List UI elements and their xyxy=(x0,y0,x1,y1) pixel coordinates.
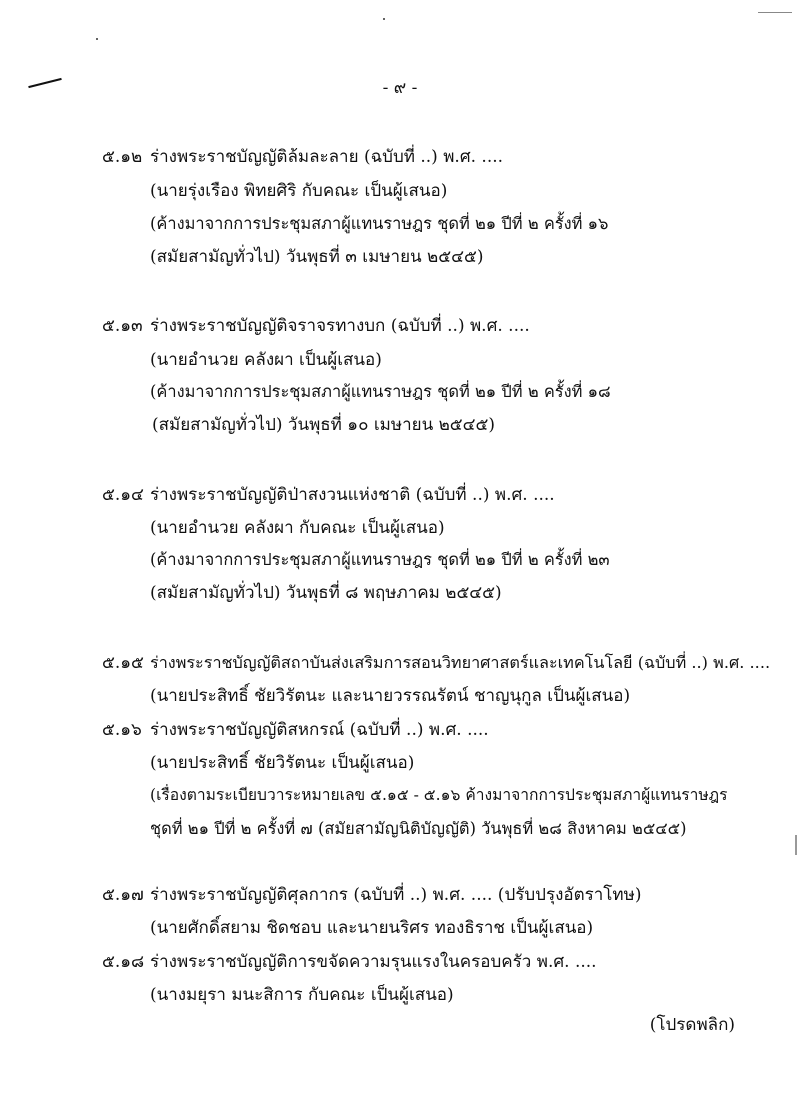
please-turn-over-note: (โปรดพลิก) xyxy=(649,1015,735,1035)
item-title: ร่างพระราชบัญญัติล้มละลาย (ฉบับที่ ..) พ.ศ. .... xyxy=(150,147,504,167)
scan-mark xyxy=(795,835,797,855)
item-title: ร่างพระราชบัญญัติศุลกากร (ฉบับที่ ..) พ.ศ. .... (ปรับปรุงอัตราโทษ) xyxy=(150,885,642,905)
item-title: ร่างพระราชบัญญัติป่าสงวนแห่งชาติ (ฉบับที่ ..) พ.ศ. .... xyxy=(150,485,555,505)
item-detail-line: (นายศักดิ์สยาม ชิดชอบ และนายนริศร ทองธิราช เป็นผู้เสนอ) xyxy=(150,918,594,938)
item-number: ๕.๑๒ xyxy=(102,147,143,167)
page-number: - ๙ - xyxy=(382,78,418,98)
item-title: ร่างพระราชบัญญัติสหกรณ์ (ฉบับที่ ..) พ.ศ. .... xyxy=(150,720,489,740)
item-detail-line: (นางมยุรา มนะสิการ กับคณะ เป็นผู้เสนอ) xyxy=(150,985,454,1005)
item-number: ๕.๑๖ xyxy=(102,720,142,740)
item-title: ร่างพระราชบัญญัติจราจรทางบก (ฉบับที่ ..) พ.ศ. .... xyxy=(150,316,530,336)
item-number: ๕.๑๓ xyxy=(102,316,143,336)
item-detail-line: (สมัยสามัญทั่วไป) วันพุธที่ ๘ พฤษภาคม ๒๕๔๕) xyxy=(150,583,502,603)
item-number: ๕.๑๗ xyxy=(102,885,144,905)
item-detail-line: (เรื่องตามระเบียบวาระหมายเลข ๕.๑๕ - ๕.๑๖ ค้างมาจากการประชุมสภาผู้แทนราษฎร xyxy=(150,786,728,804)
item-detail-line: (นายอำนวย คลังผา เป็นผู้เสนอ) xyxy=(150,350,382,370)
item-detail-line: (ค้างมาจากการประชุมสภาผู้แทนราษฎร ชุดที่ ๒๑ ปีที่ ๒ ครั้งที่ ๑๖ xyxy=(150,214,609,233)
item-title: ร่างพระราชบัญญัติการขจัดความรุนแรงในครอบครัว พ.ศ. .... xyxy=(150,952,597,972)
item-title: ร่างพระราชบัญญัติสถาบันส่งเสริมการสอนวิทยาศาสตร์และเทคโนโลยี (ฉบับที่ ..) พ.ศ. .... xyxy=(150,653,771,672)
item-detail-line: (สมัยสามัญทั่วไป) วันพุธที่ ๑๐ เมษายน ๒๕๔๕) xyxy=(152,415,496,435)
item-detail-line: (สมัยสามัญทั่วไป) วันพุธที่ ๓ เมษายน ๒๕๔๕) xyxy=(150,247,484,267)
item-detail-line: (นายอำนวย คลังผา กับคณะ เป็นผู้เสนอ) xyxy=(150,518,445,538)
item-number: ๕.๑๘ xyxy=(102,952,145,972)
item-detail-line: ชุดที่ ๒๑ ปีที่ ๒ ครั้งที่ ๗ (สมัยสามัญนิติบัญญัติ) วันพุธที่ ๒๘ สิงหาคม ๒๕๔๕) xyxy=(150,819,687,838)
item-detail-line: (นายประสิทธิ์ ชัยวิรัตนะ เป็นผู้เสนอ) xyxy=(150,753,415,773)
scan-dot xyxy=(383,18,385,20)
item-number: ๕.๑๕ xyxy=(102,653,144,673)
item-detail-line: (นายรุ่งเรือง พิทยศิริ กับคณะ เป็นผู้เสนอ) xyxy=(150,181,448,201)
item-detail-line: (ค้างมาจากการประชุมสภาผู้แทนราษฎร ชุดที่ ๒๑ ปีที่ ๒ ครั้งที่ ๑๘ xyxy=(150,382,611,401)
item-detail-line: (ค้างมาจากการประชุมสภาผู้แทนราษฎร ชุดที่ ๒๑ ปีที่ ๒ ครั้งที่ ๒๓ xyxy=(150,550,610,569)
scan-dot xyxy=(96,38,98,40)
scan-mark xyxy=(758,12,792,13)
item-number: ๕.๑๔ xyxy=(102,485,144,505)
item-detail-line: (นายประสิทธิ์ ชัยวิรัตนะ และนายวรรณรัตน์ ชาญนุกูล เป็นผู้เสนอ) xyxy=(150,686,631,706)
